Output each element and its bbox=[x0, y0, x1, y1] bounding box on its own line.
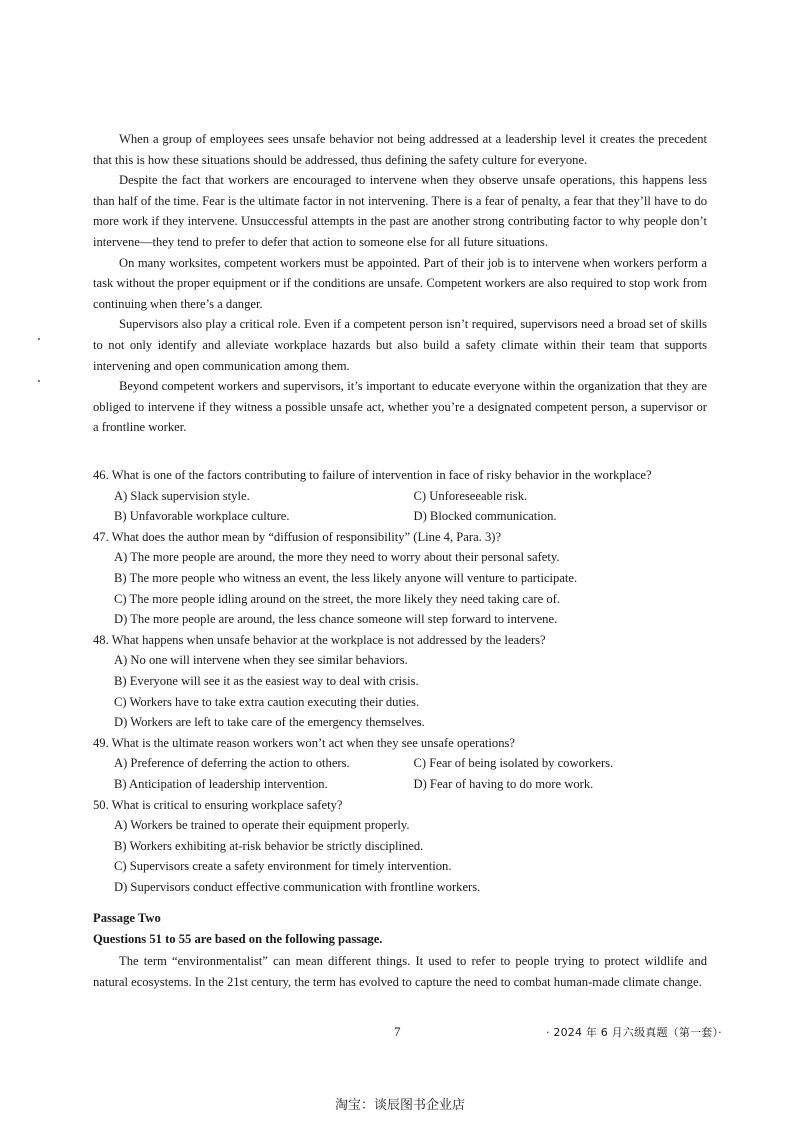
passage-paragraph: Supervisors also play a critical role. Even if a competent person isn’t required, supervisors need a broad set of skills to not only identify and alleviate workplace hazards but also build a safety climate within their team that supports intervening and open communication among them. bbox=[93, 317, 707, 373]
option-47-c[interactable]: C) The more people idling around on the street, the more likely they need taking care of. bbox=[114, 591, 561, 606]
option-46-b[interactable]: B) Unfavorable workplace culture. bbox=[114, 509, 290, 524]
passage-paragraph: Beyond competent workers and supervisors, it’s important to educate everyone within the organization that they are obliged to intervene if they witness a possible unsafe act, whether you’re a designated competent person, a supervisor or a frontline worker. bbox=[93, 379, 707, 435]
option-46-d[interactable]: D) Blocked communication. bbox=[413, 509, 557, 524]
option-50-c[interactable]: C) Supervisors create a safety environment for timely intervention. bbox=[114, 859, 452, 874]
option-47-a[interactable]: A) The more people are around, the more they need to worry about their personal safety. bbox=[114, 550, 560, 565]
option-47-d[interactable]: D) The more people are around, the less chance someone will step forward to intervene. bbox=[114, 612, 558, 627]
passage-two-text bbox=[93, 951, 707, 992]
passage-one-text bbox=[93, 129, 707, 438]
option-46-c[interactable]: C) Unforeseeable risk. bbox=[413, 488, 528, 503]
option-50-b[interactable]: B) Workers exhibiting at-risk behavior be strictly disciplined. bbox=[114, 838, 424, 853]
passage-two-instruction: Questions 51 to 55 are based on the following passage. bbox=[93, 931, 383, 946]
option-48-d[interactable]: D) Workers are left to take care of the emergency themselves. bbox=[114, 715, 425, 730]
option-49-b[interactable]: B) Anticipation of leadership intervention. bbox=[114, 776, 328, 791]
option-48-b[interactable]: B) Everyone will see it as the easiest way to deal with crisis. bbox=[114, 673, 419, 688]
passage-paragraph: When a group of employees sees unsafe behavior not being addressed at a leadership level it creates the precedent that this is how these situations should be addressed, thus defining the safety culture for everyone. bbox=[93, 132, 707, 167]
passage-two-title: Passage Two bbox=[93, 911, 161, 925]
question-49-options-row-1 bbox=[114, 753, 713, 774]
passage-paragraph: The term “environmentalist” can mean different things. It used to refer to people trying to protect wildlife and natural ecosystems. In the 21st century, the term has evolved to capture the need to combat human-made climate change. bbox=[93, 954, 707, 989]
question-50-stem: 50. What is critical to ensuring workplace safety? bbox=[93, 797, 343, 812]
question-47-stem: 47. What does the author mean by “diffusion of responsibility” (Line 4, Para. 3)? bbox=[93, 529, 502, 544]
option-49-c[interactable]: C) Fear of being isolated by coworkers. bbox=[413, 756, 614, 771]
question-46-options-row-1 bbox=[114, 486, 713, 507]
question-list bbox=[93, 465, 713, 897]
shop-watermark: 淘宝：谈辰图书企业店 bbox=[334, 1098, 465, 1113]
page-number: 7 bbox=[394, 1024, 401, 1039]
question-46-options-row-2 bbox=[114, 506, 713, 527]
option-47-b[interactable]: B) The more people who witness an event, the less likely anyone will venture to participate. bbox=[114, 570, 578, 585]
scan-speck bbox=[38, 380, 40, 382]
option-49-a[interactable]: A) Preference of deferring the action to others. bbox=[114, 756, 350, 771]
option-46-a[interactable]: A) Slack supervision style. bbox=[114, 488, 250, 503]
passage-two-header bbox=[93, 908, 707, 949]
option-50-d[interactable]: D) Supervisors conduct effective communication with frontline workers. bbox=[114, 879, 481, 894]
question-49-stem: 49. What is the ultimate reason workers won’t act when they see unsafe operations? bbox=[93, 735, 515, 750]
option-49-d[interactable]: D) Fear of having to do more work. bbox=[413, 776, 594, 791]
scan-speck bbox=[38, 338, 40, 340]
question-49-options-row-2 bbox=[114, 774, 713, 795]
option-50-a[interactable]: A) Workers be trained to operate their equipment properly. bbox=[114, 818, 410, 833]
passage-paragraph: On many worksites, competent workers must be appointed. Part of their job is to intervene when workers perform a task without the proper equipment or if the conditions are unsafe. Competent workers are also required to stop work from continuing when there’s a danger. bbox=[93, 255, 707, 311]
passage-paragraph: Despite the fact that workers are encouraged to intervene when they observe unsafe operations, this happens less than half of the time. Fear is the ultimate factor in not intervening. There is a fear of penalty, a fear that they’ll have to do more work if they intervene. Unsuccessful attempts in the past are another strong contributing factor to why people don’t intervene—they tend to prefer to defer that action to someone else for all future situations. bbox=[93, 173, 707, 249]
option-48-c[interactable]: C) Workers have to take extra caution executing their duties. bbox=[114, 694, 420, 709]
question-46-stem: 46. What is one of the factors contributing to failure of intervention in face of risky behavior in the workplace? bbox=[93, 468, 652, 482]
exam-footer-mark: · 2024 年 6 月六级真题（第一套）· bbox=[546, 1026, 722, 1039]
option-48-a[interactable]: A) No one will intervene when they see similar behaviors. bbox=[114, 653, 408, 668]
question-48-stem: 48. What happens when unsafe behavior at the workplace is not addressed by the leaders? bbox=[93, 632, 546, 647]
